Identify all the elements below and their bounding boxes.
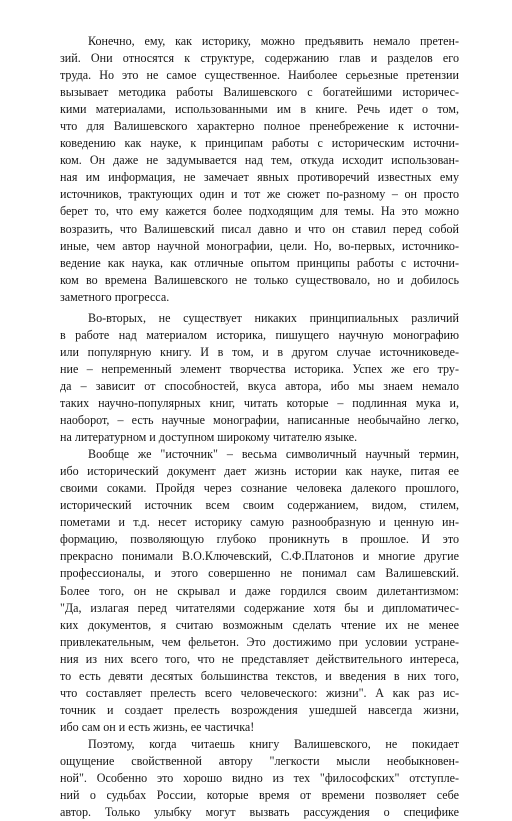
text-line: "Да, излагая перед читателями содержание хотя бы и дипломатичес-: [60, 600, 459, 615]
text-line: таких научно-популярных книг, читать которые – подлинная мука и,: [60, 395, 459, 410]
page-text: [60, 33, 459, 821]
text-line: что для Валишевского характерно полное пренебрежение к источни-: [60, 119, 459, 134]
paragraph-1: [60, 33, 459, 306]
paragraph-2: [60, 310, 459, 446]
text-line: труда. Но это не самое существенное. Наиболее серьезные претензии: [60, 68, 459, 83]
paragraph-3: [60, 446, 459, 736]
text-line: кими материалами, использованными им в книге. Речь идет о том,: [60, 102, 459, 117]
text-line: ная им информация, не замечает явных противоречий известных ему: [60, 170, 459, 185]
text-line: ком во времена Валишевского не только существовало, но и добилось: [60, 272, 459, 287]
text-line: ощущение свойственной автору "легкости мысли необыкновен-: [60, 753, 459, 768]
text-line: автор. Только улыбку могут вызвать рассуждения о специфике: [60, 805, 459, 820]
text-line: возразить, что Валишевский писал давно и что он ставил перед собой: [60, 221, 459, 236]
text-line: своими соками. Пройдя через сознание человека далекого прошлого,: [60, 481, 459, 496]
text-line: ной". Особенно это хорошо видно из тех "философских" отступле-: [60, 771, 459, 786]
text-line: ний о судьбах России, которые время от времени позволяет себе: [60, 788, 459, 803]
text-line: ком. Он даже не задумывается над тем, откуда исходит использован-: [60, 153, 459, 168]
text-line: наоборот, – есть научные монографии, написанные необычайно легко,: [60, 413, 459, 428]
text-line: ние – непременный элемент творчества историка. Успех же его тру-: [60, 361, 459, 376]
text-line: ибо сам он и есть жизнь, ее частичка!: [60, 719, 255, 734]
text-line: Вообще же "источник" – весьма символичный научный термин,: [88, 447, 459, 462]
text-line: в работе над материалом историка, пишущего научную монографию: [60, 327, 459, 342]
text-line: ибо исторический документ дает жизнь истории как науке, питая ее: [60, 464, 459, 479]
text-line: заметного прогресса.: [60, 289, 170, 304]
paragraph-4: [60, 736, 459, 821]
text-line: исторический источник всем своим содержанием, видом, стилем,: [60, 498, 459, 513]
text-line: привлекательным, чем фельетон. Это достижимо при условии устране-: [60, 634, 459, 649]
text-line: Более того, он не скрывал и даже гордился своим дилетантизмом:: [60, 583, 459, 598]
text-line: Конечно, ему, как историку, можно предъявить немало претен-: [88, 34, 459, 48]
text-line: то есть девяти десятых большинства текстов, и введения в них того,: [60, 668, 459, 683]
text-line: пометами и т.д. несет историку самую разнообразную и ценную ин-: [60, 515, 459, 530]
text-line: ведение как наука, как отличные опытом принципы работы с источни-: [60, 255, 459, 270]
text-line: коведению как науке, к принципам работы с историческим источни-: [60, 136, 459, 151]
text-line: да – зависит от способностей, вкуса автора, ибо мы знаем немало: [60, 378, 459, 393]
text-line: что составляет прелесть всего человеческого: жизни". А как раз ис-: [60, 685, 459, 700]
text-line: на литературном и доступном широкому читателю языке.: [60, 430, 358, 445]
text-line: ких документов, я считаю возможным сделать чтение их не менее: [60, 617, 459, 632]
text-line: зий. Они относятся к структуре, содержанию глав и разделов его: [60, 51, 459, 66]
text-line: формацию, позволяющую глубоко проникнуть в прошлое. И это: [60, 532, 459, 547]
text-line: или популярную книгу. И в том, и в другом случае источниковеде-: [60, 344, 459, 359]
text-line: берет то, что ему кажется более подходящим для темы. На это можно: [60, 204, 459, 219]
text-line: Поэтому, когда читаешь книгу Валишевского, не покидает: [88, 736, 459, 751]
text-line: Во-вторых, не существует никаких принципиальных различий: [88, 310, 459, 325]
text-line: точник и создает прелесть возрождения ушедшей навсегда жизни,: [60, 702, 459, 717]
text-line: вызывает методика работы Валишевского с богатейшими историчес-: [60, 85, 459, 100]
text-line: иные, чем автор научной монографии, цели. Но, во-первых, источнико-: [60, 238, 459, 253]
text-line: источников, трактующих один и тот же сюжет по-разному – он просто: [60, 187, 459, 202]
text-line: профессионалы, и этого совершенно не понимал сам Валишевский.: [60, 566, 459, 581]
text-line: прекрасно понимали В.О.Ключевский, С.Ф.Платонов и многие другие: [60, 549, 459, 564]
text-line: ния из них всего того, что не представляет действительного интереса,: [60, 651, 459, 666]
